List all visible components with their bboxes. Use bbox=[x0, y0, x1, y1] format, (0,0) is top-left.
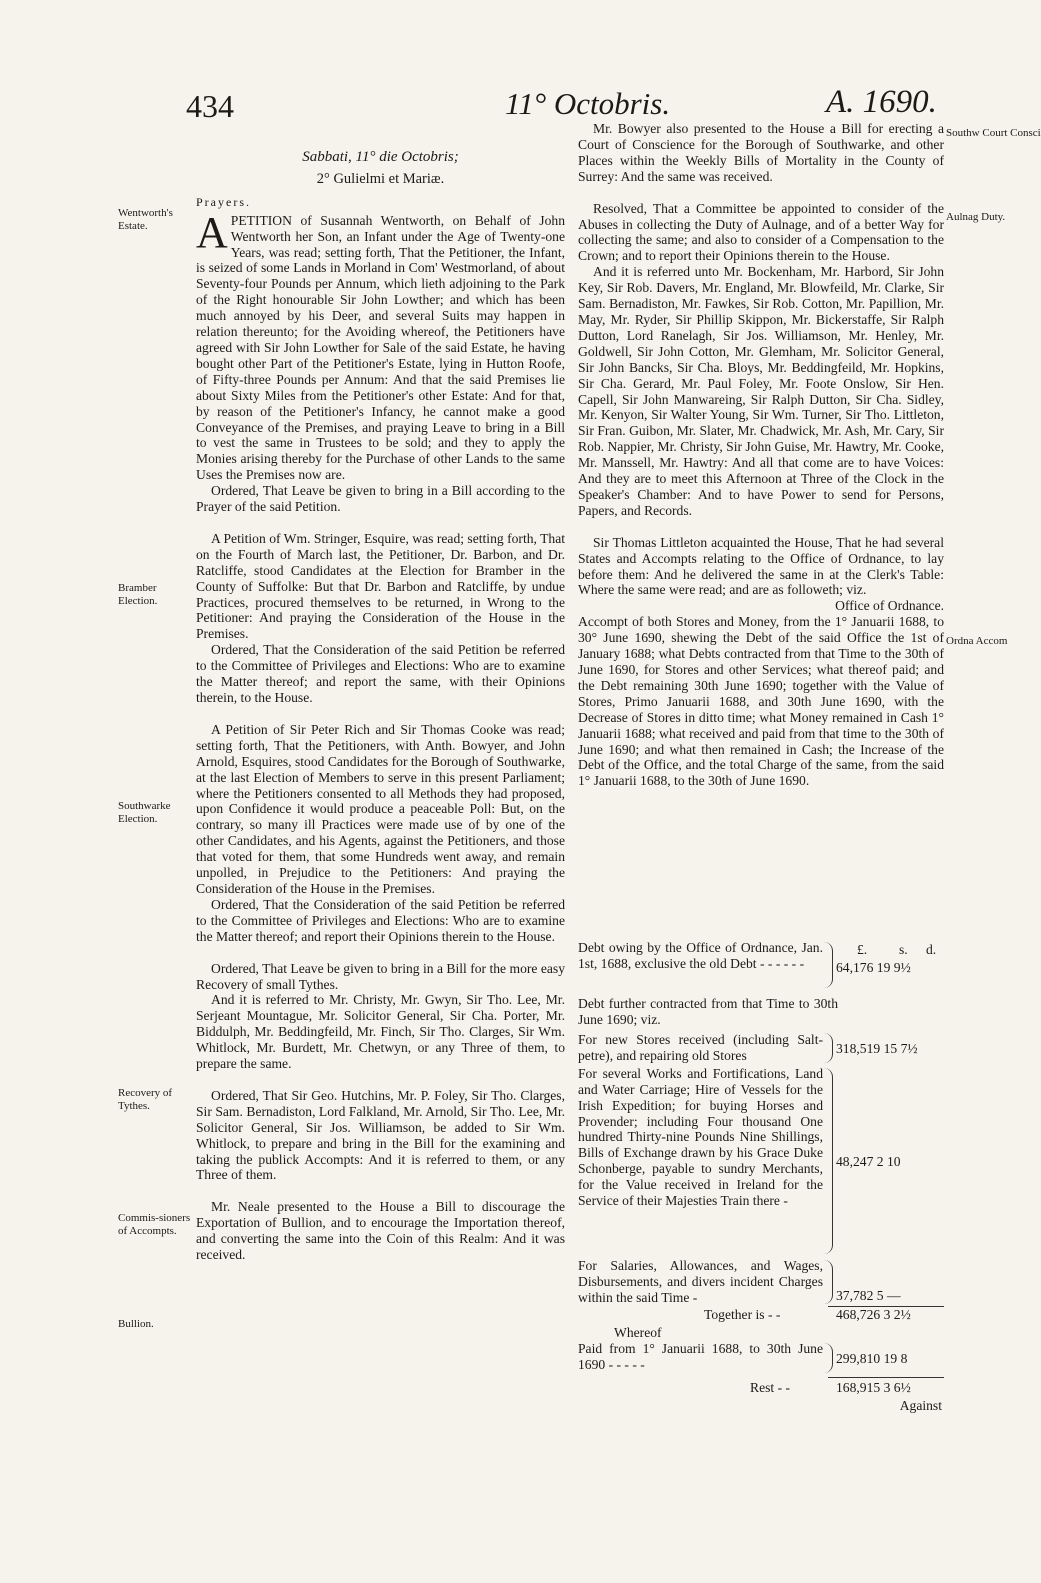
littleton-paragraph: Sir Thomas Littleton acquainted the House, That he had several States and Accompts relating to the Office of Ordnance, to lay before them: And he delivered the same in at the Clerk's Table: Where the same were read; and are as followeth; viz. bbox=[578, 534, 944, 598]
brace bbox=[824, 1033, 833, 1063]
bramber-order: Ordered, That the Consideration of the said Petition be referred to the Committee of Privileges and Elections: Who are to examine the Matter thereof; and report the same, with their Opinions therein, to the House. bbox=[196, 642, 565, 705]
commissioners-order: Ordered, That Sir Geo. Hutchins, Mr. P. Foley, Sir Tho. Clarges, Sir Sam. Bernadiston, Lord Falkland, Mr. Arnold, Sir Tho. Lee, Mr. Solicitor General, Sir Jos. Williamson, be added to Sir Wm. Whitlock, to prepare and bring in the Bill for the examining and taking the publick Accompts: And it is referred to them, or any Three of them. bbox=[196, 1087, 565, 1183]
margin-ordnance: Ordna Accom bbox=[946, 635, 1008, 647]
stores-row bbox=[578, 1032, 944, 1066]
accompt-paragraph: Accompt of both Stores and Money, from the 1° Januarii 1688, to 30° June 1690, shewing the Debt of the said Office the 1st of January 1688; what Debts contracted from that Time to the 30th of June 1690, for Stores and other Services; what thereof paid; and the Debt remaining 30th June 1690; together with the Value of Stores, Primo Januarii 1688, and 30th June 1690, with the Decrease of Stores in ditto time; what Money remained in Cash 1° Januarii 1688; what received and paid from that time to the 30th of June 1690; and what then remained in Cash; the Increase of the Debt of the Office, and the total Charge of the same, from the said 1° Januarii 1688, to the 30th of June 1690. bbox=[578, 614, 944, 789]
works-amount: 48,247 2 10 bbox=[836, 1153, 901, 1169]
paid-row bbox=[578, 1341, 944, 1377]
debt-owing-label: Debt owing by the Office of Ordnance, Jan. 1st, 1688, exclusive the old Debt - - - - - - bbox=[578, 940, 823, 971]
running-title: 11° Octobris. bbox=[505, 86, 671, 121]
together-amount: 468,726 3 2½ bbox=[836, 1306, 911, 1322]
catchword: Against bbox=[899, 1397, 942, 1413]
stores-amount: 318,519 15 7½ bbox=[836, 1040, 918, 1056]
aulnage-referred: And it is referred unto Mr. Bockenham, Mr. Harbord, Sir John Key, Sir Rob. Davers, Mr. England, Mr. Blowfeild, Mr. Clarke, Sir Sam. Bernadiston, Mr. Fawkes, Sir Rob. Cotton, Mr. Papillion, Mr. May, Mr. Ryder, Sir Phillip Skippon, Mr. Bickerstaffe, Sir Ralph Dutton, Lord Ranelagh, Sir Jos. Williamson, Mr. Henley, Mr. Goldwell, Sir John Cotton, Mr. Glemham, Mr. Solicitor General, Sir John Bancks, Sir Cha. Bloys, Mr. Beddingfeild, Mr. Hopkins, Sir Cha. Gerard, Mr. Paul Foley, Mr. Foote Onslow, Sir Hen. Capell, Sir John Manwareing, Sir Ralph Dutton, Sir Cha. Sidley, Mr. Kenyon, Sir Walter Young, Sir Wm. Turner, Sir Tho. Littleton, Sir Fran. Guibon, Mr. Slater, Mr. Chadwick, Mr. Ash, Mr. Cary, Sir Rob. Nappier, Mr. Christy, Sir John Guise, Mr. Hawtry, Mr. Cooke, Mr. Manssell, Mr. Hawtry: And all that come are to have Voices: And they are to meet this Afternoon at Three of the Clock in the Speaker's Chamber: And to have Power to send for Persons, Papers, and Records. bbox=[578, 264, 944, 518]
margin-southwarke: Southwarke Election. bbox=[118, 800, 171, 825]
together-row bbox=[578, 1307, 944, 1325]
salaries-amount: 37,782 5 — bbox=[836, 1287, 901, 1303]
col-pounds-header: £. bbox=[857, 942, 868, 957]
margin-wentworth: Wentworth's Estate. bbox=[118, 207, 173, 232]
further-label: Debt further contracted from that Time to 30th June 1690; viz. bbox=[578, 996, 838, 1027]
bowyer-bill: Mr. Bowyer also presented to the House a Bill for erecting a Court of Conscience for the Borough of Southwarke, and other Places within the Weekly Bills of Mortality in the County of Surrey: And the same was received. bbox=[578, 121, 944, 184]
salaries-label: For Salaries, Allowances, and Wages, Disbursements, and divers incident Charges within the said Time - bbox=[578, 1257, 823, 1305]
bullion-bill: Mr. Neale presented to the House a Bill to discourage the Exportation of Bullion, and to encourage the Importation thereof, and converting the same into the Coin of this Realm: And it was received. bbox=[196, 1199, 565, 1263]
salaries-row bbox=[578, 1258, 944, 1306]
wentworth-order: Ordered, That Leave be given to bring in a Bill according to the Prayer of the said Petition. bbox=[196, 483, 565, 515]
catchword-row bbox=[578, 1398, 944, 1414]
rest-label: Rest - - bbox=[750, 1379, 791, 1395]
whereof-row bbox=[578, 1325, 944, 1341]
margin-aulnage: Aulnag Duty. bbox=[946, 211, 1006, 223]
further-row bbox=[578, 996, 944, 1028]
right-column bbox=[578, 121, 944, 789]
whereof-label: Whereof bbox=[614, 1324, 662, 1340]
stores-label: For new Stores received (including Salt-petre), and repairing old Stores bbox=[578, 1031, 823, 1063]
page-number: 434 bbox=[186, 88, 234, 124]
page-year: A. 1690. bbox=[826, 84, 937, 120]
rest-row bbox=[578, 1380, 944, 1398]
accounts-table bbox=[578, 940, 944, 1414]
works-row bbox=[578, 1066, 944, 1258]
left-column bbox=[196, 150, 565, 1263]
southwarke-petition: A Petition of Sir Peter Rich and Sir Thomas Cooke was read; setting forth, That the Petitioners, with Anth. Bowyer, and John Arnold, Esquires, stood Candidates for the Borough of Southwarke, at the last Election of Members to serve in this present Parliament; where the Petitioners consented to all Methods they had proposed, upon Confidence it would produce a peaceable Poll: But, on the contrary, so many ill Practices were made use of by one of the other Candidates, and his Agents, against the Petitioners, and those that voted for them, that some Hundreds went away, and remain unpolled, in Prejudice to the Petitioners: And praying the Consideration of the House in the Premises. bbox=[196, 721, 565, 896]
col-shillings-header: s. bbox=[899, 942, 908, 957]
bramber-petition: A Petition of Wm. Stringer, Esquire, was read; setting forth, That on the Fourth of March last, the Petitioner, Dr. Barbon, and Dr. Ratcliffe, stood Candidates at the Election for Bramber in the County of Suffolke: But that Dr. Barbon and Ratcliffe, by undue Practices, procured themselves to be returned, in Wrong to the Petitioner: And praying the Consideration of the House in the Premises. bbox=[196, 530, 565, 642]
brace bbox=[824, 1343, 833, 1373]
drop-cap: A bbox=[196, 207, 228, 257]
session-regnal: 2° Gulielmi et Mariæ. bbox=[316, 170, 445, 187]
works-label: For several Works and Fortifications, Land and Water Carriage; Hire of Vessels for the Irish Expedition; for buying Horses and Provender; including Four thousand One hundred Thirty-nine Pounds Nine Shillings, Bills of Exchange drawn by his Grace Duke Schonberge, payable to sundry Merchants, for the Value received in Ireland for the Service of their Majesties Train there - bbox=[578, 1065, 823, 1209]
col-pence-header: d. bbox=[926, 942, 937, 957]
margin-tythes: Recovery of Tythes. bbox=[118, 1087, 173, 1112]
aulnage-resolved: Resolved, That a Committee be appointed to consider of the Abuses in collecting the Duty of Aulnage, and of a better Way for collecting the same; and also to consider of a Compensation to the Crown; and to report their Opinions therein to the House. bbox=[578, 200, 944, 264]
margin-bramber: Bramber Election. bbox=[118, 582, 158, 607]
margin-southwarke-court: Southw Court Consci bbox=[946, 127, 1041, 139]
brace bbox=[824, 1260, 833, 1304]
office-heading: Office of Ordnance. bbox=[835, 598, 944, 614]
margin-bullion: Bullion. bbox=[118, 1318, 154, 1330]
debt-owing-amount: 64,176 19 9½ bbox=[836, 960, 911, 975]
brace bbox=[824, 1068, 833, 1254]
debt-owing-row bbox=[578, 940, 944, 992]
tythes-referred: And it is referred to Mr. Christy, Mr. Gwyn, Sir Tho. Lee, Mr. Serjeant Mountague, Mr. Solicitor General, Sir Cha. Porter, Mr. Biddulph, Mr. Beddingfeild, Mr. Finch, Sir Tho. Clarges, Sir Wm. Whitlock, Mr. Burdett, Mr. Chetwyn, or any Three of them, to prepare the same. bbox=[196, 992, 565, 1072]
session-day: Sabbati, 11° die Octobris; bbox=[302, 149, 459, 165]
together-label: Together is - - bbox=[704, 1306, 781, 1322]
paid-label: Paid from 1° Januarii 1688, to 30th June 1690 - - - - - bbox=[578, 1340, 823, 1372]
wentworth-petition: PETITION of Susannah Wentworth, on Behalf of John Wentworth her Son, an Infant under the Age of Twenty-one Years, was read; setting forth, That the Petitioner, the Infant, is seized of some Lands in Morland in Com' Westmorland, of about Seventy-four Pounds per Annum, which lieth adjoining to the Park of the Right honourable Sir John Lowther; and which has been much annoyed by his Deer, and several Suits may happen in relation thereunto; for the Avoiding whereof, the Petitioners have agreed with Sir John Lowther for Sale of the said Estate, he having bought other Part of the Petitioner's Estate, lying in Hutton Roofe, of Fifty-three Pounds per Annum: And that the said Premises lie about Sixty Miles from the Petitioner's other Estate: And for that, by reason of the Petitioner's Infancy, he cannot make a good Conveyance of the Premises, and praying Leave to bring in a Bill to vest the same in Trustees to be sold; and they to apply the Monies arising thereby for the Purchase of other Lands to the same Uses the Premises now are. bbox=[196, 212, 565, 483]
tythes-order: Ordered, That Leave be given to bring in a Bill for the more easy Recovery of small Tythes. bbox=[196, 960, 565, 992]
southwarke-order: Ordered, That the Consideration of the said Petition be referred to the Committee of Privileges and Elections: Who are to examine the Matter thereof; and report their Opinions therein to the House. bbox=[196, 896, 565, 944]
margin-commissioners: Commis-sioners of Accompts. bbox=[118, 1212, 191, 1237]
rest-amount: 168,915 3 6½ bbox=[836, 1379, 911, 1395]
prayers-heading: Prayers. bbox=[196, 194, 251, 209]
paid-amount: 299,810 19 8 bbox=[836, 1350, 908, 1366]
brace bbox=[824, 942, 833, 988]
